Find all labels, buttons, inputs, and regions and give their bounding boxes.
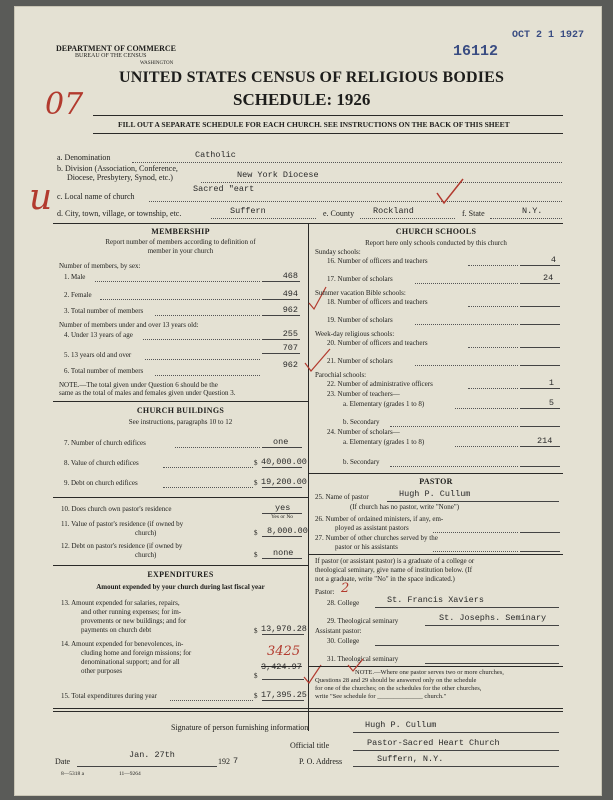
answer-line [262, 281, 300, 282]
schools-subtitle: Report here only schools conducted by this church [365, 239, 507, 247]
q17-label: 17. Number of scholars [327, 275, 393, 283]
official-title-value: Pastor-Sacred Heart Church [367, 738, 500, 748]
answer-line [262, 679, 304, 680]
dollar-sign: $ [254, 692, 258, 700]
local-name-label: c. Local name of church [57, 192, 135, 201]
q13-label: 13. Amount expended for salaries, repairs, [61, 599, 180, 607]
sex-intro: Number of members, by sex: [59, 262, 141, 270]
pastor-note-3: for one of the churches; on the schedules for the other churches, [315, 685, 482, 692]
q23-label: 23. Number of teachers— [327, 390, 400, 398]
answer-line [77, 766, 217, 767]
membership-note: NOTE.—The total given under Question 6 should be the [59, 381, 218, 389]
q16-value: 4 [550, 255, 556, 265]
dollar-sign: $ [254, 551, 258, 559]
census-schedule-sheet [14, 6, 602, 796]
q5-label: 5. 13 years old and over [64, 351, 132, 359]
q1-label: 1. Male [64, 273, 86, 281]
q6-value: 962 [282, 360, 298, 370]
q19-label: 19. Number of scholars [327, 316, 393, 324]
answer-line [520, 306, 560, 307]
form-code: 8—5318 a [61, 771, 85, 777]
answer-line [353, 750, 559, 751]
rule [53, 708, 563, 709]
graduate-info-2: theological seminary, give name of institution below. (If [315, 566, 473, 574]
denomination-label: a. Denomination [57, 153, 111, 162]
q7-value: one [273, 437, 289, 447]
q11-value: 8,000.00 [267, 526, 308, 536]
q9-label: 9. Debt on church edifices [64, 479, 138, 487]
q14-label-3: denominational support; and for all [81, 658, 180, 666]
rule [53, 711, 563, 712]
answer-line [262, 467, 302, 468]
q27-label-2: pastor or his assistants [335, 543, 398, 551]
dollar-sign: $ [254, 459, 258, 467]
rule [53, 401, 308, 402]
q8-value: 40,000.00 [261, 457, 307, 467]
q29-label: 29. Theological seminary [327, 617, 399, 625]
division-label-2: Diocese, Presbytery, Synod, etc.) [67, 173, 173, 182]
q5-value: 707 [282, 343, 298, 353]
division-value: New York Diocese [237, 170, 319, 180]
q24b-label: b. Secondary [343, 458, 380, 466]
q10-value: yes [275, 503, 291, 513]
q13-value: 13,970.28 [261, 624, 307, 634]
q28-value: St. Francis Xaviers [387, 595, 484, 605]
q25-value: Hugh P. Cullum [399, 489, 471, 499]
dotted-line [415, 324, 518, 325]
signature-value: Hugh P. Cullum [365, 720, 437, 730]
print-code: 11—9264 [119, 771, 141, 777]
answer-line [262, 299, 300, 300]
schedule-number-stamp: 16112 [453, 43, 499, 60]
dotted-line [95, 281, 260, 282]
q22-label: 22. Number of administrative officers [327, 380, 433, 388]
q12-value: none [273, 548, 294, 558]
dotted-line [155, 315, 260, 316]
q13-label-4: payments on church debt [81, 626, 152, 634]
q11-label: 11. Value of pastor's residence (if owned by [61, 520, 184, 528]
dotted-line [455, 408, 518, 409]
date-label: Date [55, 757, 71, 766]
q28-label: 28. College [327, 599, 360, 607]
dotted-line [163, 467, 253, 468]
membership-note-2: same as the total of males and females given under Question 3. [59, 389, 236, 397]
dotted-line [455, 446, 518, 447]
q11-label-2: church) [135, 529, 157, 537]
answer-line [520, 324, 560, 325]
q14-label-4: other purposes [81, 667, 123, 675]
q13-label-2: and other running expenses; for im- [81, 608, 182, 616]
rule [93, 133, 563, 134]
answer-line [425, 663, 559, 664]
rule [53, 497, 308, 498]
dotted-line [390, 466, 518, 467]
weekday-schools-label: Week-day religious schools: [315, 330, 395, 338]
q27-label: 27. Number of other churches served by the [315, 534, 438, 542]
q2-value: 494 [282, 289, 298, 299]
q3-label: 3. Total number of members [64, 307, 144, 315]
answer-line [262, 634, 304, 635]
dotted-line [175, 447, 260, 448]
q4-label: 4. Under 13 years of age [64, 331, 133, 339]
answer-line [520, 283, 560, 284]
q10-label: 10. Does church own pastor's residence [61, 505, 172, 513]
pastor-title: PASTOR [419, 477, 453, 486]
sunday-schools-label: Sunday schools: [315, 248, 361, 256]
dotted-line [145, 359, 260, 360]
answer-line [375, 607, 559, 608]
answer-line [262, 700, 304, 701]
dotted-line [390, 426, 518, 427]
pencil-number: 07 [45, 87, 84, 122]
dotted-line [201, 182, 562, 183]
q31-label: 31. Theological seminary [327, 655, 399, 663]
dotted-line [211, 218, 316, 219]
dollar-sign: $ [254, 672, 258, 680]
q3-value: 962 [282, 305, 298, 315]
pencil-check-mark-icon [435, 177, 465, 205]
q8-label: 8. Value of church edifices [64, 459, 139, 467]
q17-value: 24 [543, 273, 554, 283]
rule [309, 473, 563, 474]
dotted-line [490, 218, 562, 219]
dollar-sign: $ [254, 529, 258, 537]
answer-line [262, 339, 300, 340]
answer-line [520, 466, 560, 467]
date-year-suffix: 7 [233, 756, 239, 766]
dotted-line [468, 347, 518, 348]
city-label: WASHINGTON [140, 61, 174, 66]
form-instruction: FILL OUT A SEPARATE SCHEDULE FOR EACH CHURCH. SEE INSTRUCTIONS ON THE BACK OF THIS SHEET [118, 120, 510, 129]
q29-value: St. Josephs. Seminary [439, 613, 547, 623]
division-label: b. Division (Association, Conference, [57, 164, 178, 173]
summer-schools-label: Summer vacation Bible schools: [315, 289, 406, 297]
city-label-field: d. City, town, village, or township, etc. [57, 209, 182, 218]
answer-line [262, 536, 302, 537]
pencil-check-mark-icon [347, 657, 365, 673]
expenditures-subtitle: Amount expended by your church during last fiscal year [96, 583, 265, 591]
q23b-label: b. Secondary [343, 418, 380, 426]
q12-label-2: church) [135, 551, 157, 559]
dotted-line [433, 551, 518, 552]
membership-subtitle: Report number of members according to definition of [105, 238, 256, 246]
state-label: f. State [462, 209, 485, 218]
q22-value: 1 [548, 378, 554, 388]
bureau-label: BUREAU OF THE CENSUS [75, 53, 147, 59]
pastor-subheading: Pastor: [315, 588, 335, 596]
dollar-sign: $ [254, 479, 258, 487]
q24a-value: 214 [537, 436, 553, 446]
q2-label: 2. Female [64, 291, 92, 299]
q15-value: 17,395.25 [261, 690, 307, 700]
q7-label: 7. Number of church edifices [64, 439, 146, 447]
schools-title: CHURCH SCHOOLS [395, 227, 477, 236]
membership-title: MEMBERSHIP [151, 227, 210, 236]
membership-subtitle-2: member in your church [147, 247, 214, 255]
q24a-label: a. Elementary (grades 1 to 8) [343, 438, 425, 446]
answer-line [520, 408, 560, 409]
pastor-pencil-mark: 2 [341, 581, 350, 596]
pastor-note-2: Questions 28 and 29 should be answered only on the schedule [315, 677, 477, 684]
parochial-schools-label: Parochial schools: [315, 371, 367, 379]
dotted-line [170, 700, 253, 701]
answer-line [520, 551, 560, 552]
q25-label: 25. Name of pastor [315, 493, 369, 501]
q16-label: 16. Number of officers and teachers [327, 257, 428, 265]
dotted-line [468, 388, 518, 389]
answer-line [375, 645, 559, 646]
answer-line [520, 365, 560, 366]
q18-label: 18. Number of officers and teachers [327, 298, 428, 306]
city-value: Suffern [230, 206, 266, 216]
dotted-line [433, 532, 518, 533]
answer-line [262, 487, 302, 488]
answer-line [520, 388, 560, 389]
q9-value: 19,200.00 [261, 477, 307, 487]
buildings-subtitle: See instructions, paragraphs 10 to 12 [128, 418, 233, 426]
q24-label: 24. Number of scholars— [327, 428, 400, 436]
q26-label: 26. Number of ordained ministers, if any, em- [315, 515, 444, 523]
state-value: N.Y. [522, 206, 543, 216]
department-label: DEPARTMENT OF COMMERCE [56, 44, 177, 53]
dotted-line [415, 365, 518, 366]
q23a-label: a. Elementary (grades 1 to 8) [343, 400, 425, 408]
answer-line [520, 426, 560, 427]
dotted-line [132, 162, 562, 163]
answer-line [262, 353, 300, 354]
q30-label: 30. College [327, 637, 360, 645]
answer-line [262, 315, 300, 316]
form-schedule: SCHEDULE: 1926 [233, 90, 371, 109]
q26-label-2: ployed as assistant pastors [335, 524, 409, 532]
answer-line [353, 766, 559, 767]
assistant-subheading: Assistant pastor: [315, 627, 362, 635]
dotted-line [143, 339, 260, 340]
expenditures-title: EXPENDITURES [147, 570, 214, 579]
q12-label: 12. Debt on pastor's residence (if owned by [61, 542, 183, 550]
q20-label: 20. Number of officers and teachers [327, 339, 428, 347]
dotted-line [155, 375, 260, 376]
denomination-value: Catholic [195, 150, 236, 160]
answer-line [520, 446, 560, 447]
dotted-line [468, 265, 518, 266]
rule [309, 554, 563, 555]
age-intro: Number of members under and over 13 years old: [59, 321, 199, 329]
dotted-line [468, 306, 518, 307]
q14-label: 14. Amount expended for benevolences, in- [61, 640, 184, 648]
answer-line [520, 532, 560, 533]
received-date-stamp: OCT 2 1 1927 [512, 30, 585, 41]
graduate-info: If pastor (or assistant pastor) is a graduate of a college or [315, 557, 475, 565]
q15-label: 15. Total expenditures during year [61, 692, 157, 700]
answer-line [425, 625, 559, 626]
answer-line [262, 558, 302, 559]
dotted-line [360, 218, 455, 219]
county-label: e. County [323, 209, 355, 218]
county-value: Rockland [373, 206, 414, 216]
q13-label-3: provements or new buildings; and for [81, 617, 187, 625]
answer-line [520, 347, 560, 348]
answer-line [387, 501, 559, 502]
dotted-line [100, 299, 260, 300]
buildings-title: CHURCH BUILDINGS [136, 406, 225, 415]
local-name-value: Sacred "eart [193, 184, 255, 194]
q1-value: 468 [282, 271, 298, 281]
date-year-prefix: 192 [218, 757, 230, 766]
pencil-letter: u [29, 177, 53, 218]
q14-pencil-correction: 3425 [267, 644, 301, 659]
signature-label: Signature of person furnishing information [171, 723, 309, 732]
official-title-label: Official title [290, 741, 330, 750]
date-value: Jan. 27th [129, 750, 175, 760]
q21-label: 21. Number of scholars [327, 357, 393, 365]
dollar-sign: $ [254, 627, 258, 635]
q23a-value: 5 [548, 398, 554, 408]
form-title: UNITED STATES CENSUS OF RELIGIOUS BODIES [119, 69, 505, 86]
answer-line [353, 732, 559, 733]
q14-value: 3,424.97 [261, 662, 302, 672]
q25-note: (If church has no pastor, write "None") [350, 503, 460, 511]
rule [53, 565, 308, 566]
q4-value: 255 [282, 329, 298, 339]
yes-no-hint: Yes or No [271, 514, 294, 520]
pastor-note: NOTE.—Where one pastor serves two or more churches, [355, 669, 504, 676]
dotted-line [149, 201, 562, 202]
address-label: P. O. Address [299, 757, 343, 766]
answer-line [520, 265, 560, 266]
answer-line [262, 447, 302, 448]
dotted-line [415, 283, 518, 284]
q14-label-2: cluding home and foreign missions; for [81, 649, 192, 657]
q6-label: 6. Total number of members [64, 367, 144, 375]
rule [93, 115, 563, 116]
address-value: Suffern, N.Y. [377, 754, 444, 764]
graduate-info-3: not a graduate, write "No" in the space indicated.) [315, 575, 455, 583]
pastor-note-4: write "See schedule for ______________ church." [315, 693, 447, 700]
dotted-line [163, 487, 253, 488]
